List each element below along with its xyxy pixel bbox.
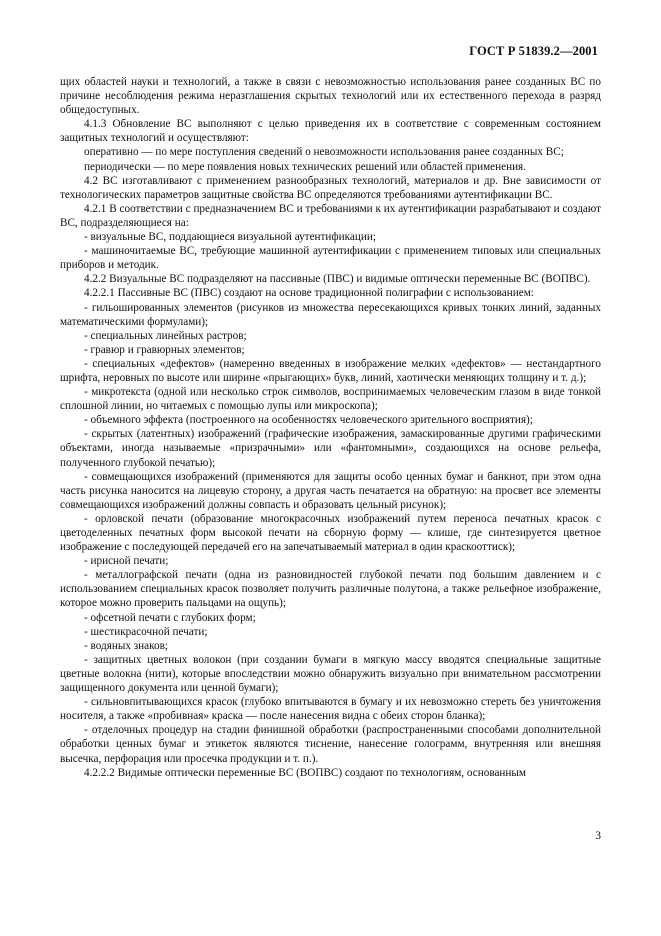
paragraph: - специальных линейных растров; [84,329,247,342]
paragraph: - объемного эффекта (построенного на особенностях человеческого зрительного восприятия); [84,414,533,427]
paragraph: 4.2.2 Визуальные ВС подразделяют на пассивные (ПВС) и видимые оптически переменные ВС (ВОПВС). [84,273,591,286]
paragraph: - визуальные ВС, поддающиеся визуальной аутентификации; [84,231,376,244]
paragraph: - машиночитаемые ВС, требующие машинной аутентификации с применением типовых или специальных приборов и методик. [60,245,601,272]
paragraph: - ирисной печати; [84,555,169,568]
paragraph: - защитных цветных волокон (при создании бумаги в мягкую массу вводятся специальные защитные цветные волокна (нити), которые впоследствии можно обнаружить визуально при внимательном рассмотрении защищенного документа или ценной бумаги); [60,653,601,695]
paragraph: - водяных знаков; [84,639,168,652]
paragraph: - специальных «дефектов» (намеренно введенных в изображение мелких «дефектов» — нестандартного шрифта, неровных по высоте или ширине «прыгающих» букв, линий, хаотически меняющих толщину и т. д.); [60,357,601,384]
paragraph: - отделочных процедур на стадии финишной обработки (распространенными способами дополнительной обработки ценных бумаг и этикеток являются тиснение, нанесение голограмм, внутренняя или внешняя высечка, перфорация или просечка продукции и т. п.). [60,724,601,765]
page-number: 3 [595,830,601,842]
paragraph: - совмещающихся изображений (применяются для защиты особо ценных бумаг и банкнот, при этом одна часть рисунка наносится на лицевую сторону, а другая часть печатается на обратную: на просвет все элементы совмещающихся изображений должны совпасть и образовать цельный рисунок); [60,470,601,511]
paragraph: 4.2.2.1 Пассивные ВС (ПВС) создают на основе традиционной полиграфии с использованием: [84,287,534,300]
paragraph: 4.2.2.2 Видимые оптически переменные ВС (ВОПВС) создают по технологиям, основанным [84,766,526,779]
paragraph: - микротекста (одной или несколько строк символов, воспринимаемых человеческим глазом в виде тонкой сплошной линии, но читаемых с помощью лупы или микроскопа); [60,386,601,413]
paragraph: 4.2 ВС изготавливают с применением разнообразных технологий, материалов и др. Вне зависимости от технологических параметров защитные свойства ВС определяются требованиями аутентификации ВС. [60,174,601,201]
paragraph: 4.2.1 В соответствии с предназначением ВС и требованиями к их аутентификации разрабатывают и создают ВС, подразделяющиеся на: [60,202,601,229]
paragraph: - металлографской печати (одна из разновидностей глубокой печати под большим давлением и с использованием специальных красок позволяет получить различные полутона, а также рельефное изображение, которое можно проверить пальцами на ощупь); [60,569,601,610]
paragraph: - офсетной печати с глубоких форм; [84,611,256,624]
paragraph: - шестикрасочной печати; [84,625,208,638]
paragraph: периодически — по мере появления новых технических решений или областей применения. [84,160,527,173]
paragraph: щих областей науки и технологий, а также в связи с невозможностью использования ранее созданных ВС по причине несоблюдения режима неразглашения скрытых технологий или их естественного перехода в разряд общедоступных. [60,76,601,117]
paragraph: - сильновпитывающихся красок (глубоко впитываются в бумагу и их невозможно стереть без уничтожения носителя, а также «пробивная» краска — после нанесения видна с обеих сторон бланка); [60,696,601,723]
paragraph: - скрытых (латентных) изображений (графические изображения, замаскированные другими графическими объектами, иногда называемые «призрачными» или «фантомными», создающихся на основе рельефа, полученного глубокой печатью); [60,428,601,469]
paragraph: оперативно — по мере поступления сведений о невозможности использования ранее созданных ВС; [84,146,564,159]
paragraph: - орловской печати (образование многокрасочных изображений путем переноса печатных красок с цветоделенных печатных форм высокой печати на сборную форму — клише, где синтезируется цветное изображение с последующей передачей его на запечатываемый материал в один краскооттиск); [60,512,601,554]
standard-header: ГОСТ Р 51839.2—2001 [469,44,598,58]
document-body [60,75,601,780]
paragraph: - гравюр и гравюрных элементов; [84,343,245,356]
paragraph: - гильошированных элементов (рисунков из множества пересекающихся кривых тонких линий, заданных математическими формулами); [60,301,601,328]
paragraph: 4.1.3 Обновление ВС выполняют с целью приведения их в соответствие с современным состоянием защитных технологий и осуществляют: [60,118,601,145]
